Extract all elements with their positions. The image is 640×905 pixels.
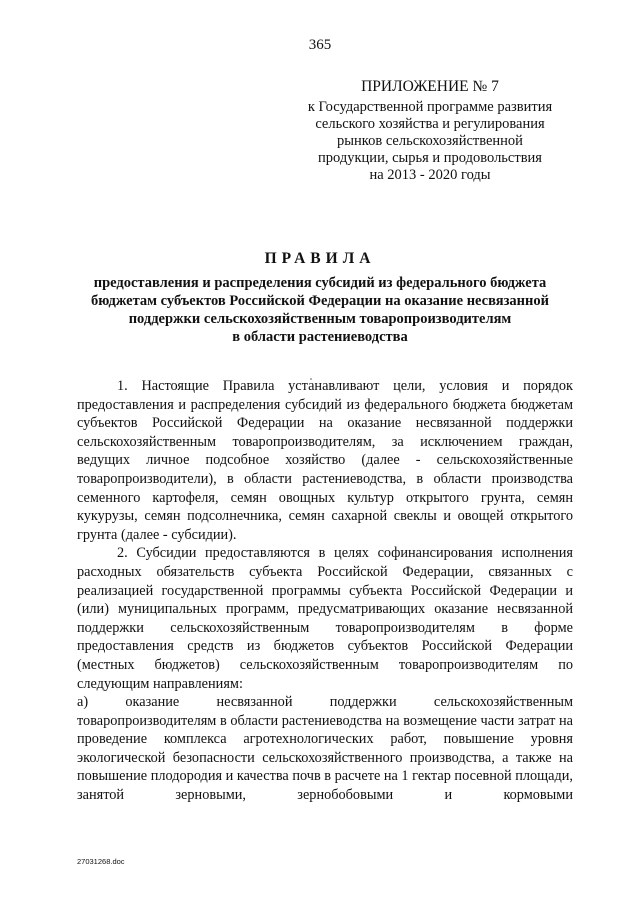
appendix-line: на 2013 - 2020 годы: [369, 167, 491, 183]
file-name-footer: 27031268.doc: [77, 857, 125, 866]
paragraph-2a: а) оказание несвязанной поддержки сельскохозяйственным товаропроизводителям в области растениеводства на возмещение части затрат на проведение комплекса агротехнологических работ, повышение уровня экологической безопасности сельскохозяйственного производства, а также на повышение плодородия и качества почв в расчете на 1 гектар посевной площади, занятой зерновыми, зернобобовыми и кормовыми: [77, 694, 574, 804]
subtitle-line: в области растениеводства: [232, 329, 408, 345]
paragraph-1: 1. Настоящие Правила устанавливают цели, условия и порядок предоставления и распределения субсидий из федерального бюджета бюджетам субъектов Российской Федерации на оказание несвязанной поддержки сельскохозяйственным товаропроизводителям, за исключением граждан, ведущих личное подсобное хозяйство (далее - сельскохозяйственные товаропроизводители), в области растениеводства, в области производства семенного картофеля, семян овощных культур открытого грунта, семян кукурузы, семян подсолнечника, семян сахарной свеклы и овощей открытого грунта (далее - субсидии).: [77, 378, 573, 543]
subtitle-line: предоставления и распределения субсидий из федерального бюджета: [93, 275, 547, 291]
subtitle-line: бюджетам субъектов Российской Федерации на оказание несвязанной: [91, 293, 549, 309]
subtitle-line: поддержки сельскохозяйственным товаропроизводителям: [128, 311, 512, 327]
document-title: ПРАВИЛА: [264, 250, 376, 267]
paragraph-2: 2. Субсидии предоставляются в целях софинансирования исполнения расходных обязательств субъекта Российской Федерации, связанных с реализацией государственной программы субъекта Российской Федерации и (или) муниципальных программ, предусматривающих оказание несвязанной поддержки сельскохозяйственным товаропроизводителям в форме предоставления средств из бюджетов субъектов Российской Федерации (местных бюджетов) сельскохозяйственным товаропроизводителям по следующим направлениям:: [77, 545, 573, 692]
appendix-line: к Государственной программе развития: [307, 99, 553, 115]
appendix-line: сельского хозяйства и регулирования: [315, 116, 545, 132]
appendix-title: ПРИЛОЖЕНИЕ № 7: [361, 78, 499, 95]
page-number: 365: [308, 37, 332, 53]
appendix-header: [290, 78, 570, 184]
document-body: [77, 377, 573, 805]
appendix-line: рынков сельскохозяйственной: [337, 133, 523, 149]
appendix-line: продукции, сырья и продовольствия: [318, 150, 542, 166]
document-subtitle: [60, 274, 580, 346]
